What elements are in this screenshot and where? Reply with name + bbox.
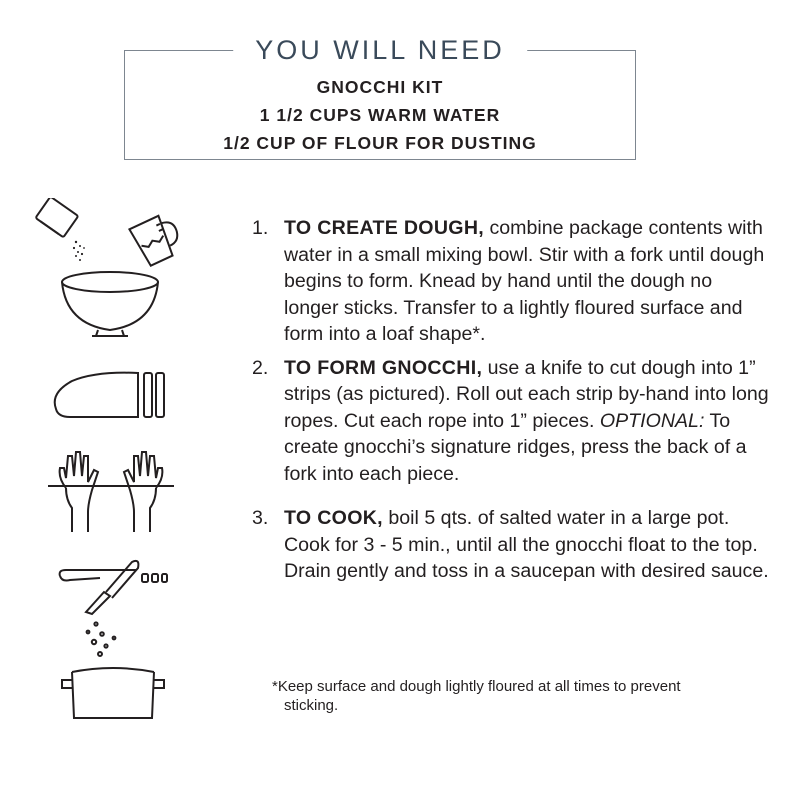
step-text-after: To create gnocchi’s signature ridges, press the back of a fork into each piece. bbox=[284, 409, 747, 485]
step-number: 3. bbox=[252, 507, 269, 529]
ingredient-item: GNOCCHI KIT bbox=[316, 77, 444, 97]
step-lead: TO COOK, bbox=[284, 507, 383, 529]
you-will-need-title: YOU WILL NEED bbox=[233, 35, 527, 66]
measuring-cup-icon bbox=[122, 205, 188, 271]
step-number: 2. bbox=[252, 356, 269, 379]
step-lead: TO FORM GNOCCHI, bbox=[284, 356, 483, 379]
boiling-pot-icon bbox=[58, 618, 168, 724]
step-item bbox=[252, 215, 772, 348]
you-will-need-box bbox=[124, 35, 636, 160]
optional-label: OPTIONAL: bbox=[599, 409, 705, 432]
ingredient-item: 1/2 CUP OF FLOUR FOR DUSTING bbox=[223, 133, 537, 153]
instruction-steps bbox=[252, 215, 772, 592]
flour-packet-icon bbox=[30, 198, 90, 268]
step-text: combine package contents with water in a small mixing bowl. Stir with a fork until dough begins to form. Knead by hand until the dough no longer sticks. Transfer to a lightly floured surface and form into a loaf shape*. bbox=[284, 217, 765, 345]
dough-strips-icon bbox=[50, 365, 170, 425]
step-item bbox=[252, 355, 772, 488]
step-text: boil 5 qts. of salted water in a large pot. Cook for 3 - 5 min., until all the gnocchi float to the top. Drain gently and toss in a saucepan with desired sauce. bbox=[284, 507, 769, 582]
step-number: 1. bbox=[252, 217, 269, 239]
step-item bbox=[252, 505, 772, 585]
hands-rolling-icon bbox=[48, 448, 174, 534]
knife-cutting-icon bbox=[56, 556, 168, 616]
mixing-bowl-icon bbox=[58, 268, 162, 340]
step-text: use a knife to cut dough into 1” strips (as pictured). Roll out each strip by-hand into long ropes. Cut each rope into 1” pieces. bbox=[284, 356, 769, 432]
footnote: *Keep surface and dough lightly floured at all times to prevent sticking. bbox=[272, 678, 681, 714]
ingredient-list bbox=[125, 73, 635, 157]
step-lead: TO CREATE DOUGH, bbox=[284, 217, 485, 239]
ingredient-item: 1 1/2 CUPS WARM WATER bbox=[259, 105, 501, 125]
